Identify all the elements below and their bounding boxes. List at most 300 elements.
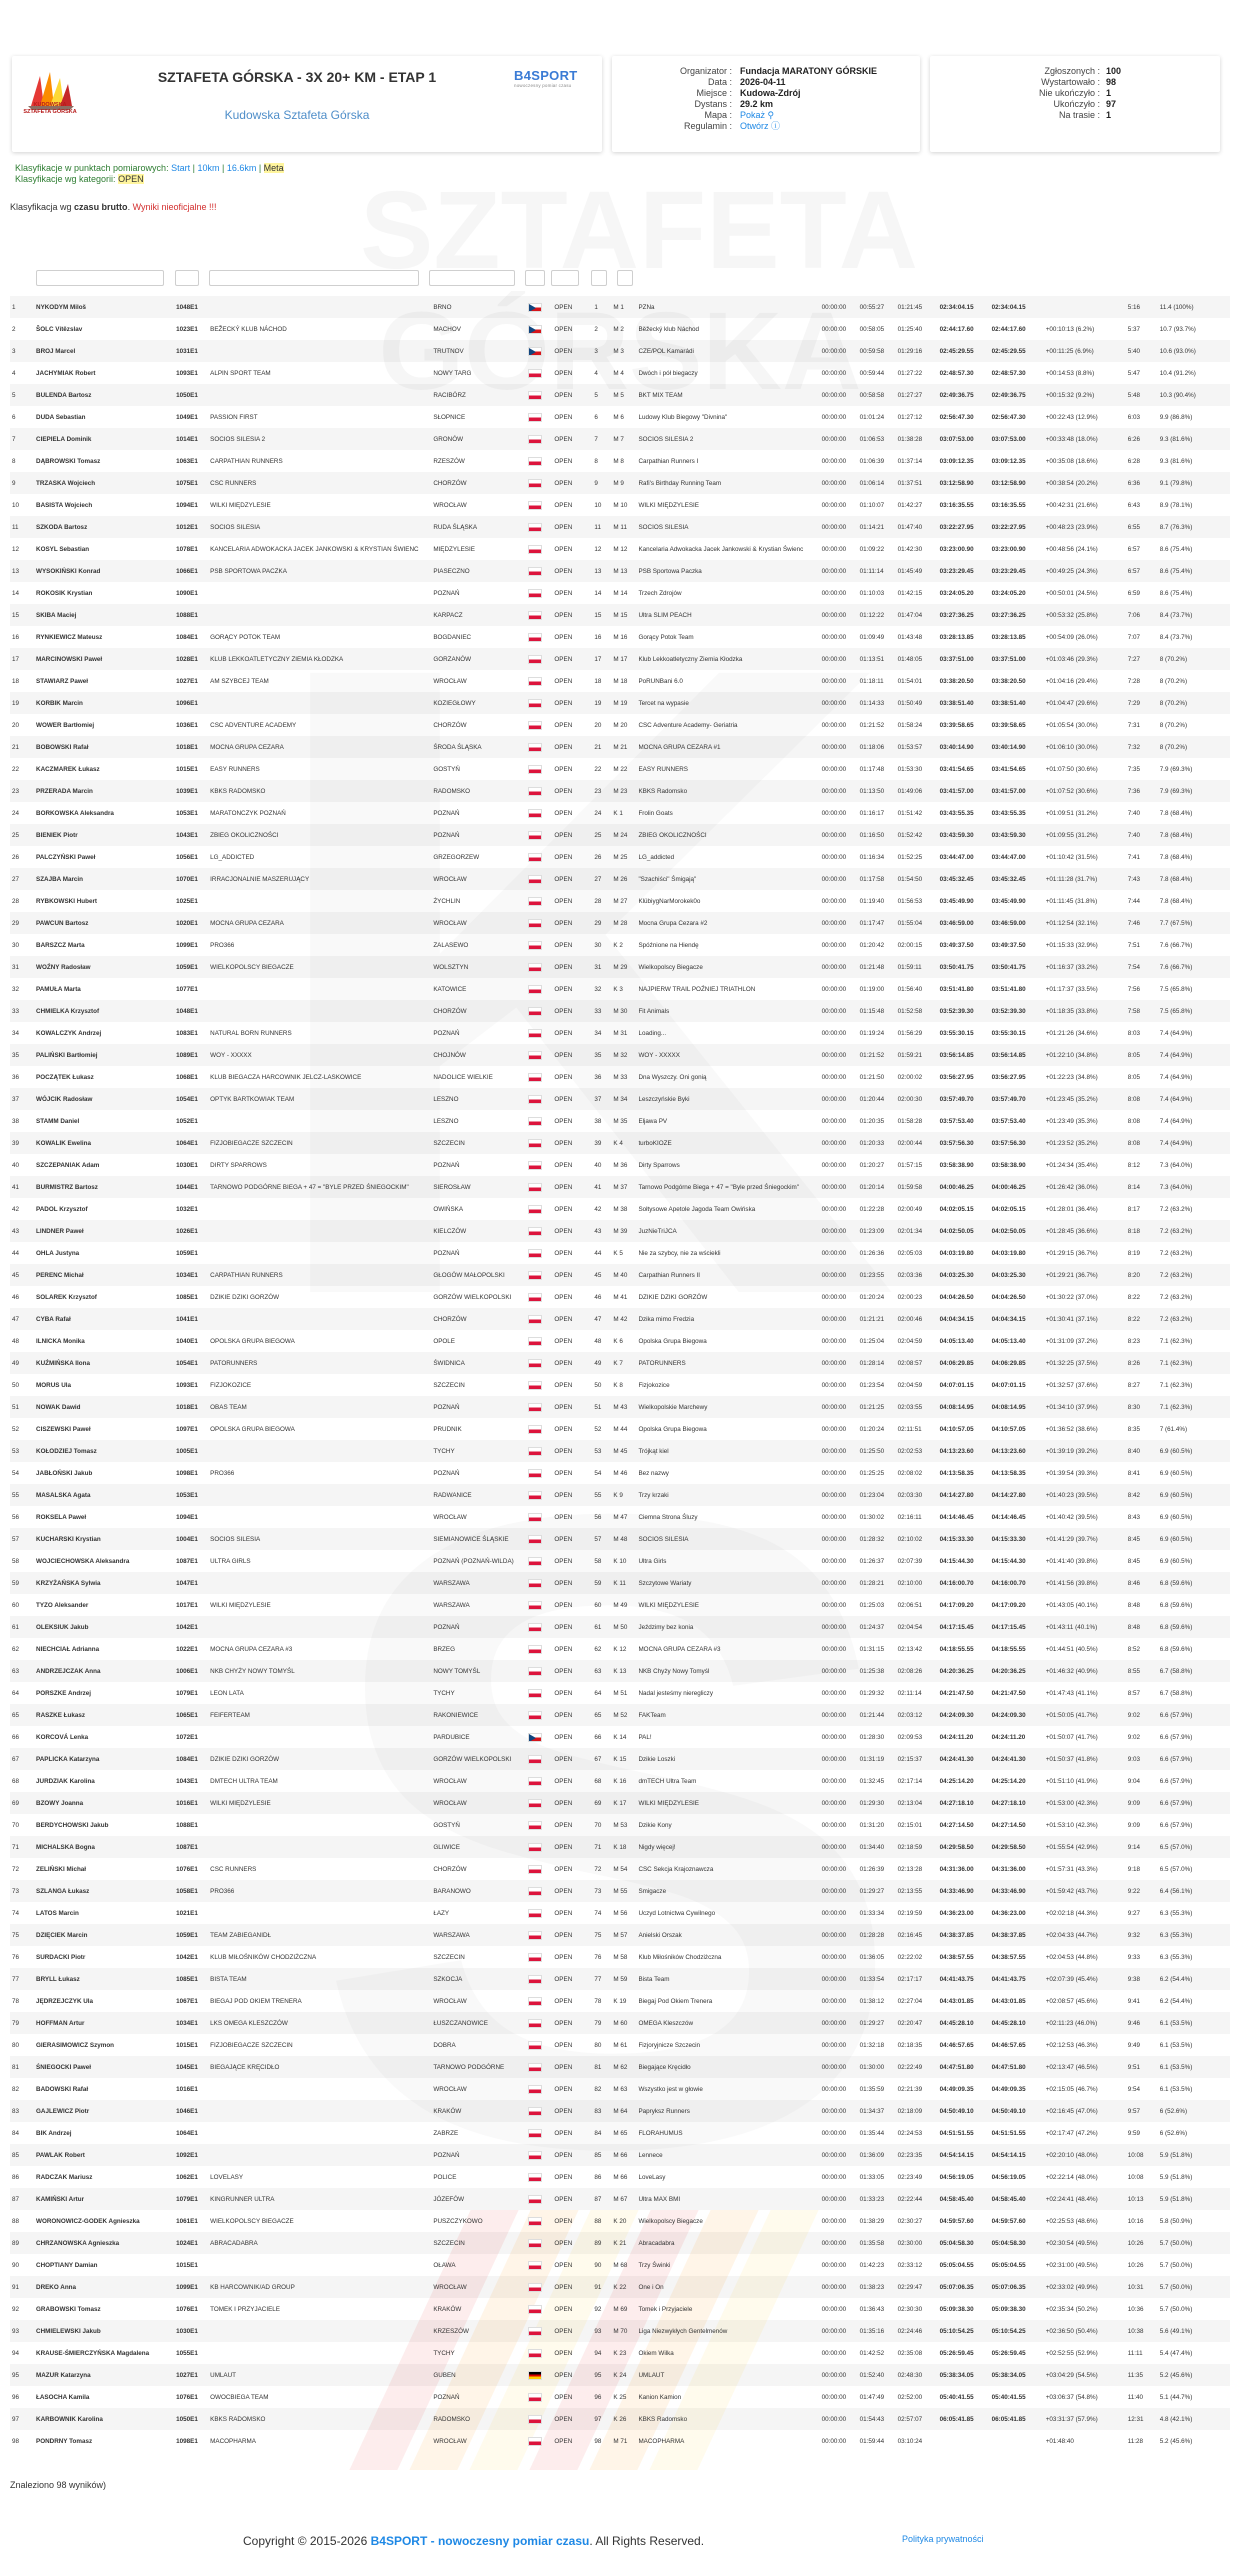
club-cell: UMLAUT (210, 2371, 237, 2379)
table-row[interactable] (10, 560, 1230, 582)
gap-cell: +01:41:29 (39.7%) (1045, 1535, 1098, 1543)
country-cell (526, 626, 552, 648)
pos-cell: 8 (12, 457, 16, 465)
table-row[interactable] (10, 2430, 1230, 2452)
table-row[interactable] (10, 692, 1230, 714)
place-cell: 33 (594, 1007, 602, 1015)
name-cell: ROKOSIK Krystian (36, 589, 93, 597)
name-cell: LINDNER Paweł (36, 1227, 84, 1235)
split-16km-cell: 02:03:36 (897, 1271, 923, 1279)
bib-cell: 1090E1 (176, 589, 198, 597)
filter-meta-link[interactable]: Meta (263, 163, 284, 173)
rules-link[interactable]: Otwórz ⓘ (740, 121, 781, 131)
table-row[interactable] (10, 1242, 1230, 1264)
table-row[interactable] (10, 2056, 1230, 2078)
gap-cell: +02:04:33 (44.7%) (1045, 1931, 1098, 1939)
country-cell (526, 2034, 552, 2056)
table-row[interactable] (10, 1440, 1230, 1462)
map-label: Mapa : (704, 110, 732, 120)
team-cell: CSC Adventure Academy- Geriatria (638, 721, 738, 729)
city-cell: CHORZÓW (433, 1865, 467, 1873)
table-row[interactable] (10, 780, 1230, 802)
name-filter-input[interactable] (36, 270, 164, 286)
table-row[interactable] (10, 1594, 1230, 1616)
category-cell: OPEN (554, 1513, 573, 1521)
table-row[interactable] (10, 2320, 1230, 2342)
table-row[interactable] (10, 472, 1230, 494)
table-row[interactable] (10, 1462, 1230, 1484)
cat-place-cell: M 10 (613, 501, 628, 509)
table-row[interactable] (10, 1352, 1230, 1374)
table-row[interactable] (10, 1088, 1230, 1110)
table-row[interactable] (10, 824, 1230, 846)
place-cell: 58 (594, 1557, 602, 1565)
team-filter-input[interactable] (209, 270, 419, 286)
pos-cell: 66 (12, 1733, 20, 1741)
table-row[interactable] (10, 1286, 1230, 1308)
start-time-cell: 00:00:00 (821, 699, 847, 707)
category-cell: OPEN (554, 1095, 573, 1103)
country-cell (526, 1880, 552, 1902)
privacy-policy-link[interactable]: Polityka prywatności (902, 2534, 984, 2544)
table-row[interactable] (10, 846, 1230, 868)
team-cell: Jeździmy bez konia (638, 1623, 694, 1631)
place-cell: 54 (594, 1469, 602, 1477)
name-cell: PORSZKE Andrzej (36, 1689, 92, 1697)
table-row[interactable] (10, 670, 1230, 692)
table-row[interactable] (10, 934, 1230, 956)
start-time-cell: 00:00:00 (821, 369, 847, 377)
gross-time-cell: 03:45:49.90 (939, 897, 974, 905)
table-row[interactable] (10, 2034, 1230, 2056)
category-filter-input[interactable] (551, 270, 579, 286)
pace-cell: 7:35 (1127, 765, 1141, 773)
table-row[interactable] (10, 450, 1230, 472)
gap-cell: +01:26:42 (36.0%) (1045, 1183, 1098, 1191)
table-row[interactable] (10, 2012, 1230, 2034)
table-row[interactable] (10, 868, 1230, 890)
table-row[interactable] (10, 758, 1230, 780)
split-16km-cell: 02:00:49 (897, 1205, 923, 1213)
table-row[interactable] (10, 2144, 1230, 2166)
table-row[interactable] (10, 1528, 1230, 1550)
name-cell: KAMIŃSKI Artur (36, 2195, 85, 2203)
country-cell (526, 1198, 552, 1220)
table-row[interactable] (10, 318, 1230, 340)
category-cell: OPEN (554, 919, 573, 927)
gap-cell: +01:29:15 (36.7%) (1045, 1249, 1098, 1257)
team-cell: Wielkopolscy Biegacze (638, 2217, 703, 2225)
table-row[interactable] (10, 714, 1230, 736)
table-row[interactable] (10, 1616, 1230, 1638)
filter-open-link[interactable]: OPEN (118, 174, 144, 184)
table-row[interactable] (10, 2232, 1230, 2254)
team-cell: Ultra Girls (638, 1557, 667, 1565)
team-cell: Dwóch i pół biegaczy (638, 369, 698, 377)
gross-time-cell: 04:07:01.15 (939, 1381, 974, 1389)
gross-time-cell: 04:15:44.30 (939, 1557, 974, 1565)
table-row[interactable] (10, 1484, 1230, 1506)
table-row[interactable] (10, 1066, 1230, 1088)
category-cell: OPEN (554, 831, 573, 839)
city-cell: GORZÓW WIELKOPOLSKI (433, 1293, 512, 1301)
gross-time-cell: 04:16:00.70 (939, 1579, 974, 1587)
split-16km-cell: 01:21:45 (897, 303, 923, 311)
net-time-cell: 03:41:57.00 (991, 787, 1026, 795)
table-row[interactable] (10, 978, 1230, 1000)
flag-pl-icon (528, 2019, 542, 2028)
pace-cell: 11:35 (1127, 2371, 1144, 2379)
split-10km-cell: 01:21:48 (859, 963, 885, 971)
category-cell: OPEN (554, 589, 573, 597)
table-row[interactable] (10, 582, 1230, 604)
filter-10km-link[interactable]: 10km (197, 163, 220, 173)
table-row[interactable] (10, 406, 1230, 428)
club-cell: PRO366 (210, 941, 235, 949)
table-row[interactable] (10, 890, 1230, 912)
pace-cell: 9:51 (1127, 2063, 1141, 2071)
table-row[interactable] (10, 648, 1230, 670)
pos-cell: 64 (12, 1689, 20, 1697)
cat-place-cell: K 22 (613, 2283, 627, 2291)
gap-cell: +02:17:47 (47.2%) (1045, 2129, 1098, 2137)
club-cell: ULTRA GIRLS (210, 1557, 251, 1565)
gross-time-cell: 04:17:09.20 (939, 1601, 974, 1609)
category-cell: OPEN (554, 1051, 573, 1059)
gross-time-cell: 04:47:51.80 (939, 2063, 974, 2071)
speed-cell: 6.9 (60.5%) (1159, 1491, 1193, 1499)
city-cell: WROCŁAW (433, 875, 467, 883)
table-row[interactable] (10, 2210, 1230, 2232)
team-cell: NAJPIERW TRAIL POŹNIEJ TRIATHLON (638, 985, 756, 993)
country-cell (526, 670, 552, 692)
table-row[interactable] (10, 1660, 1230, 1682)
table-row[interactable] (10, 1924, 1230, 1946)
name-cell: KOWALCZYK Andrzej (36, 1029, 102, 1037)
table-row[interactable] (10, 1572, 1230, 1594)
category-cell: OPEN (554, 1293, 573, 1301)
place-cell: 3 (594, 347, 598, 355)
b4sport-logo[interactable] (514, 68, 578, 88)
gross-time-cell: 04:41:43.75 (939, 1975, 974, 1983)
flag-pl-icon (528, 1689, 542, 1698)
info-labels (612, 66, 732, 132)
table-row[interactable] (10, 1814, 1230, 1836)
table-row[interactable] (10, 1418, 1230, 1440)
table-row[interactable] (10, 1902, 1230, 1924)
flag-pl-icon (528, 1161, 542, 1170)
start-time-cell: 00:00:00 (821, 435, 847, 443)
speed-cell: 6.1 (53.5%) (1159, 2085, 1193, 2093)
table-row[interactable] (10, 1946, 1230, 1968)
registered-count: 100 (1106, 66, 1122, 76)
split-16km-cell: 02:20:47 (897, 2019, 923, 2027)
table-row[interactable] (10, 2342, 1230, 2364)
start-time-cell: 00:00:00 (821, 655, 847, 663)
club-cell: NATURAL BORN RUNNERS (210, 1029, 292, 1037)
pace-cell: 9:09 (1127, 1799, 1141, 1807)
table-row[interactable] (10, 1308, 1230, 1330)
speed-cell: 7.2 (63.2%) (1159, 1205, 1193, 1213)
pos-cell: 21 (12, 743, 20, 751)
table-row[interactable] (10, 340, 1230, 362)
table-row[interactable] (10, 912, 1230, 934)
place-cell: 67 (594, 1755, 602, 1763)
net-time-cell: 04:21:47.50 (991, 1689, 1026, 1697)
stats-labels (930, 66, 1100, 121)
speed-cell: 7.8 (68.4%) (1159, 897, 1193, 905)
city-cell: POLICE (433, 2173, 457, 2181)
table-row[interactable] (10, 296, 1230, 318)
table-row[interactable] (10, 802, 1230, 824)
category-cell: OPEN (554, 391, 573, 399)
name-cell: SOLAREK Krzysztof (36, 1293, 97, 1301)
name-cell: GIERASIMOWICZ Szymon (36, 2041, 115, 2049)
table-row[interactable] (10, 1330, 1230, 1352)
category-cell: OPEN (554, 963, 573, 971)
table-row[interactable] (10, 1638, 1230, 1660)
table-row[interactable] (10, 604, 1230, 626)
table-row[interactable] (10, 2408, 1230, 2430)
name-cell: JURDZIAK Karolina (36, 1777, 95, 1785)
city-cell: RUDA ŚLĄSKA (433, 523, 478, 531)
table-row[interactable] (10, 1396, 1230, 1418)
name-cell: WÓJCIK Radosław (36, 1095, 93, 1103)
gap-cell: +00:48:23 (23.9%) (1045, 523, 1098, 531)
gap-cell: +01:41:40 (39.8%) (1045, 1557, 1098, 1565)
speed-cell: 5.7 (50.0%) (1159, 2305, 1193, 2313)
table-row[interactable] (10, 1726, 1230, 1748)
table-row[interactable] (10, 1836, 1230, 1858)
category-cell: OPEN (554, 1183, 573, 1191)
name-cell: STAWIARZ Paweł (36, 677, 89, 685)
cat-place-cell: M 16 (613, 633, 628, 641)
table-row[interactable] (10, 2364, 1230, 2386)
flag-pl-icon (528, 1799, 542, 1808)
table-row[interactable] (10, 1748, 1230, 1770)
net-time-cell: 03:50:41.75 (991, 963, 1026, 971)
gender-place-filter-input[interactable] (617, 270, 633, 286)
table-row[interactable] (10, 2254, 1230, 2276)
gross-time-cell: 04:38:57.55 (939, 1953, 974, 1961)
bib-cell: 1064E1 (176, 2129, 198, 2137)
team-cell: Bista Team (638, 1975, 670, 1983)
table-row[interactable] (10, 494, 1230, 516)
split-10km-cell: 01:25:03 (859, 1601, 885, 1609)
cat-place-cell: M 35 (613, 1117, 628, 1125)
city-cell: PUSZCZYKOWO (433, 2217, 483, 2225)
split-16km-cell: 02:30:00 (897, 2239, 923, 2247)
name-cell: ZELIŃSKI Michał (36, 1865, 87, 1873)
name-cell: DUDA Sebastian (36, 413, 86, 421)
points-filter-line: Klasyfikacje w punktach pomiarowych: Start | 10km | 16.6km | Meta (15, 163, 284, 173)
footer-brand-link[interactable]: B4SPORT - nowoczesny pomiar czasu (370, 2534, 590, 2548)
pos-cell: 14 (12, 589, 20, 597)
table-row[interactable] (10, 1220, 1230, 1242)
club-cell: SOCIOS SILESIA 2 (210, 435, 266, 443)
cat-place-cell: M 17 (613, 655, 628, 663)
event-card (12, 56, 602, 152)
place-cell: 37 (594, 1095, 602, 1103)
filter-16km-link[interactable]: 16.6km (226, 163, 257, 173)
bib-cell: 1015E1 (176, 2261, 198, 2269)
club-cell (208, 1902, 431, 1924)
country-filter-input[interactable] (525, 270, 545, 286)
team-cell: Tomek i Przyjaciele (638, 2305, 693, 2313)
name-cell: PAWCUN Bartosz (36, 919, 89, 927)
start-time-cell: 00:00:00 (821, 303, 847, 311)
table-row[interactable] (10, 1176, 1230, 1198)
pace-cell: 8:45 (1127, 1557, 1141, 1565)
table-row[interactable] (10, 2078, 1230, 2100)
speed-cell: 10.7 (93.7%) (1159, 325, 1196, 333)
gross-time-cell: 05:09:38.30 (939, 2305, 974, 2313)
pos-cell: 67 (12, 1755, 20, 1763)
table-row[interactable] (10, 1968, 1230, 1990)
pace-cell: 9:18 (1127, 1865, 1141, 1873)
speed-cell: 6.8 (59.6%) (1159, 1623, 1193, 1631)
gap-cell: +01:29:21 (36.7%) (1045, 1271, 1098, 1279)
start-time-cell: 00:00:00 (821, 1205, 847, 1213)
net-time-cell: 04:20:36.25 (991, 1667, 1026, 1675)
pos-cell: 69 (12, 1799, 20, 1807)
city-cell: GORZÓW WIELKOPOLSKI (433, 1755, 512, 1763)
pace-cell: 8:52 (1127, 1645, 1141, 1653)
split-16km-cell: 02:27:04 (897, 1997, 923, 2005)
bib-cell: 1052E1 (176, 1117, 198, 1125)
flag-pl-icon (528, 2239, 542, 2248)
unofficial-warning: Wyniki nieoficjalne !!! (132, 202, 217, 212)
bib-cell: 1055E1 (176, 2349, 198, 2357)
bib-cell: 1039E1 (176, 787, 198, 795)
start-time-cell: 00:00:00 (821, 2371, 847, 2379)
country-cell (526, 1374, 552, 1396)
start-time-cell: 00:00:00 (821, 2327, 847, 2335)
filter-start-link[interactable]: Start (171, 163, 191, 173)
pos-cell: 38 (12, 1117, 20, 1125)
start-time-cell: 00:00:00 (821, 721, 847, 729)
flag-pl-icon (528, 1645, 542, 1654)
split-16km-cell: 02:29:47 (897, 2283, 923, 2291)
table-row[interactable] (10, 1198, 1230, 1220)
bib-cell: 1027E1 (176, 2371, 198, 2379)
place-cell: 82 (594, 2085, 602, 2093)
table-row[interactable] (10, 626, 1230, 648)
pace-cell: 8:48 (1127, 1601, 1141, 1609)
split-16km-cell: 02:02:53 (897, 1447, 923, 1455)
table-row[interactable] (10, 1506, 1230, 1528)
table-row[interactable] (10, 2188, 1230, 2210)
speed-cell: 10.6 (93.0%) (1159, 347, 1196, 355)
table-row[interactable] (10, 2298, 1230, 2320)
table-row[interactable] (10, 516, 1230, 538)
country-cell (526, 1814, 552, 1836)
table-row[interactable] (10, 1264, 1230, 1286)
table-row[interactable] (10, 1880, 1230, 1902)
table-row[interactable] (10, 1770, 1230, 1792)
pace-cell: 9:49 (1127, 2041, 1141, 2049)
number-filter-input[interactable] (175, 270, 199, 286)
team-cell: FAKTeam (638, 1711, 666, 1719)
start-time-cell: 00:00:00 (821, 1777, 847, 1785)
city-cell: SZKOCJA (433, 1975, 463, 1983)
table-row[interactable] (10, 1154, 1230, 1176)
table-row[interactable] (10, 1132, 1230, 1154)
table-row[interactable] (10, 428, 1230, 450)
table-row[interactable] (10, 538, 1230, 560)
map-link[interactable]: Pokaż ⚲ (740, 110, 775, 120)
bib-cell: 1078E1 (176, 545, 198, 553)
gross-time-cell: 05:10:54.25 (939, 2327, 974, 2335)
city-filter-input[interactable] (429, 270, 515, 286)
table-row[interactable] (10, 1044, 1230, 1066)
country-cell (526, 1242, 552, 1264)
table-row[interactable] (10, 2100, 1230, 2122)
bib-cell: 1059E1 (176, 1931, 198, 1939)
on-course-label: Na trasie : (1058, 110, 1100, 120)
table-row[interactable] (10, 1990, 1230, 2012)
city-cell: TYCHY (433, 2349, 455, 2357)
table-row[interactable] (10, 1000, 1230, 1022)
table-row[interactable] (10, 2122, 1230, 2144)
bib-cell: 1084E1 (176, 633, 198, 641)
table-row[interactable] (10, 1704, 1230, 1726)
gross-time-cell: 04:05:13.40 (939, 1337, 974, 1345)
table-row[interactable] (10, 1374, 1230, 1396)
cat-place-cell: M 6 (613, 413, 624, 421)
speed-cell: 8.4 (73.7%) (1159, 611, 1193, 619)
gap-cell: +01:23:52 (35.2%) (1045, 1139, 1098, 1147)
speed-cell: 7.6 (66.7%) (1159, 941, 1193, 949)
table-row[interactable] (10, 384, 1230, 406)
start-time-cell: 00:00:00 (821, 1403, 847, 1411)
category-cell: OPEN (554, 1601, 573, 1609)
table-row[interactable] (10, 956, 1230, 978)
flag-pl-icon (528, 1843, 542, 1852)
table-row[interactable] (10, 2386, 1230, 2408)
table-row[interactable] (10, 1682, 1230, 1704)
flag-pl-icon (528, 2107, 542, 2116)
table-row[interactable] (10, 1858, 1230, 1880)
city-cell: WARSZAWA (433, 1579, 470, 1587)
name-cell: PAMUŁA Marta (36, 985, 81, 993)
pace-cell: 6:03 (1127, 413, 1141, 421)
table-row[interactable] (10, 2166, 1230, 2188)
event-subtitle[interactable]: Kudowska Sztafeta Górska (224, 108, 370, 122)
category-cell: OPEN (554, 1161, 573, 1169)
split-16km-cell: 01:38:28 (897, 435, 923, 443)
bib-cell: 1012E1 (176, 523, 198, 531)
country-cell (526, 2276, 552, 2298)
start-time-cell: 00:00:00 (821, 2063, 847, 2071)
pace-cell: 5:37 (1127, 325, 1141, 333)
table-row[interactable] (10, 362, 1230, 384)
table-row[interactable] (10, 736, 1230, 758)
cat-place-cell: M 22 (613, 765, 628, 773)
table-row[interactable] (10, 2276, 1230, 2298)
start-time-cell: 00:00:00 (821, 2349, 847, 2357)
table-row[interactable] (10, 1110, 1230, 1132)
gap-cell: +00:48:56 (24.1%) (1045, 545, 1098, 553)
start-time-cell: 00:00:00 (821, 1425, 847, 1433)
table-row[interactable] (10, 1550, 1230, 1572)
place-filter-input[interactable] (591, 270, 607, 286)
category-cell: OPEN (554, 325, 573, 333)
table-row[interactable] (10, 1022, 1230, 1044)
table-row[interactable] (10, 1792, 1230, 1814)
pos-cell: 54 (12, 1469, 20, 1477)
bib-cell: 1087E1 (176, 1557, 198, 1565)
